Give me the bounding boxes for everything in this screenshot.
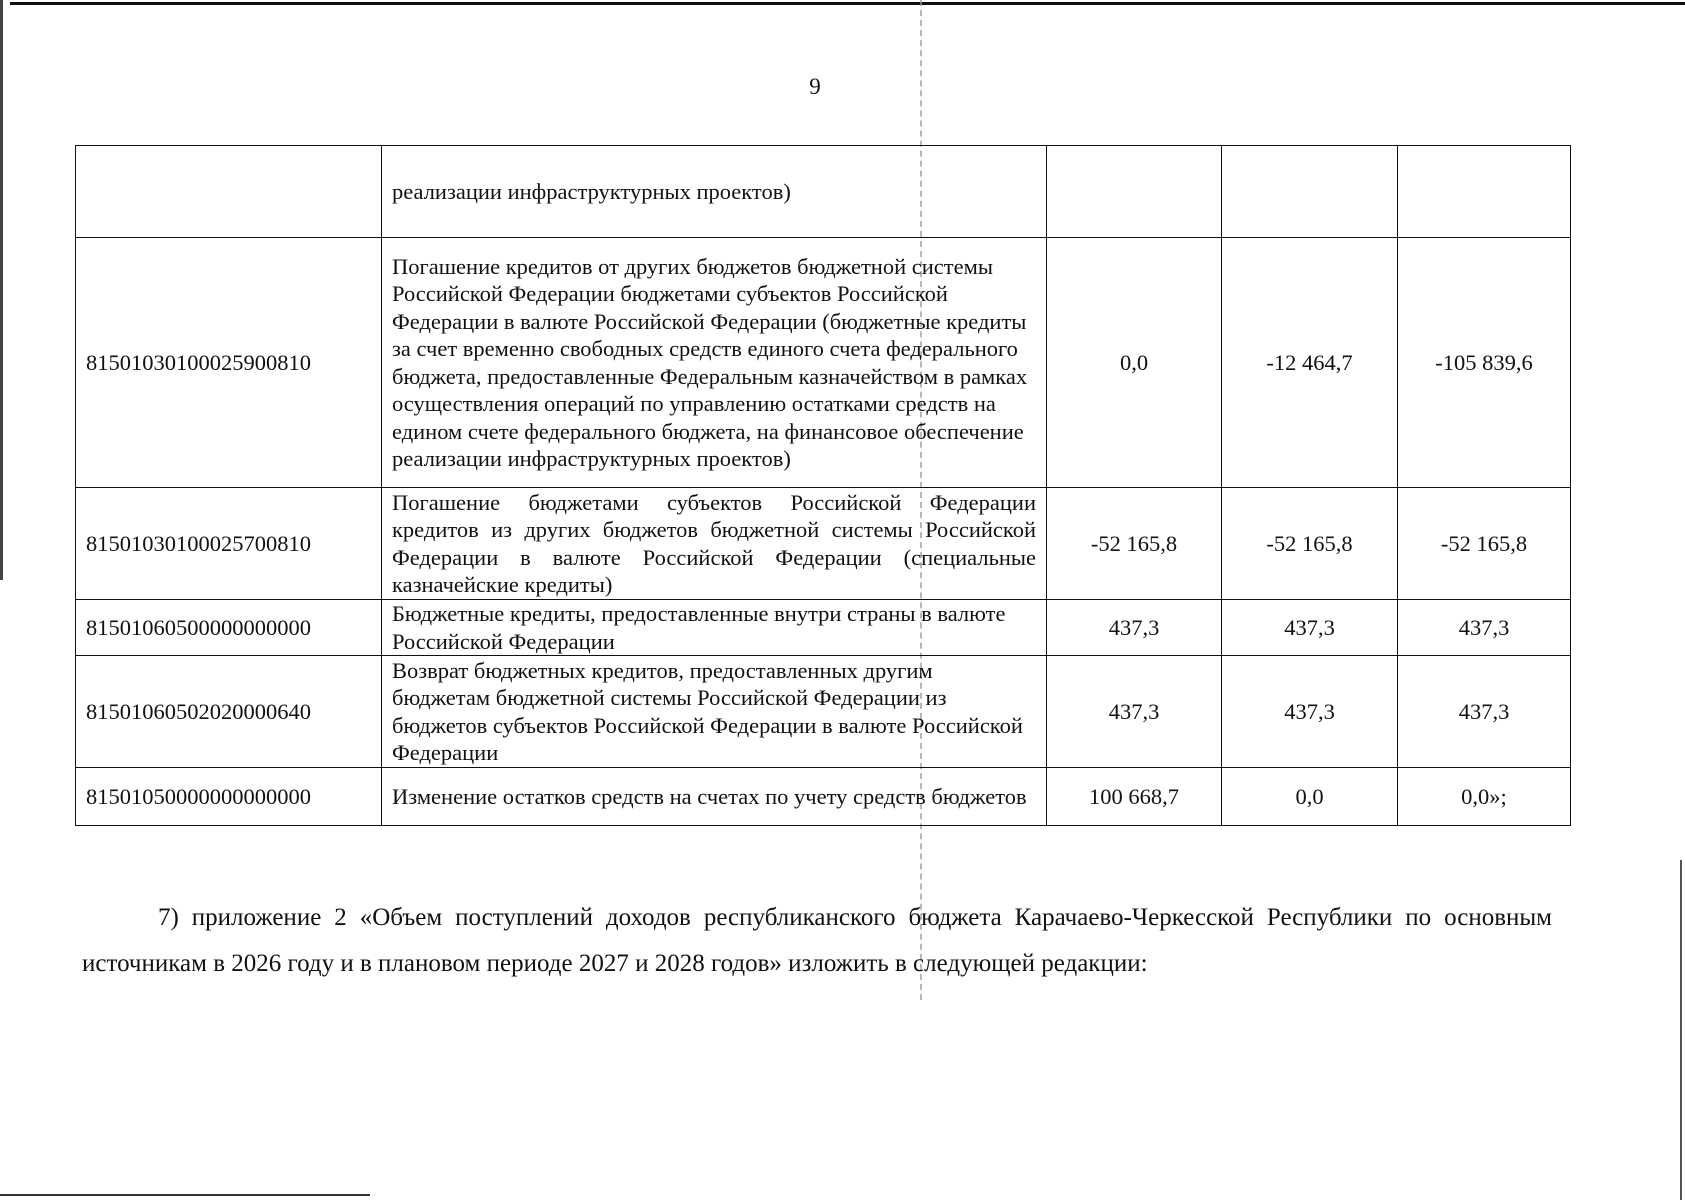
value-2027-cell xyxy=(1222,146,1398,238)
value-2026-cell: -52 165,8 xyxy=(1047,488,1222,600)
value-2028-cell: 437,3 xyxy=(1398,600,1571,656)
table-row xyxy=(76,488,1571,600)
description-cell: реализации инфраструктурных проектов) xyxy=(382,146,1047,238)
budget-sources-table xyxy=(75,145,1571,826)
table-row xyxy=(76,600,1571,656)
scan-edge-top xyxy=(10,2,1685,5)
budget-code-cell: 81501050000000000000 xyxy=(76,768,382,826)
description-cell: Погашение кредитов от других бюджетов бюджетной системы Российской Федерации бюджетами субъектов Российской Федерации в валюте Российской Федерации (бюджетные кредиты за счет временно свободных средств единого счета федерального бюджета, предоставленные Федеральным казначейством в рамках осуществления операций по управлению остатками средств на едином счете федерального бюджета, на финансовое обеспечение реализации инфраструктурных проектов) xyxy=(382,238,1047,488)
budget-code-cell: 81501030100025700810 xyxy=(76,488,382,600)
budget-code-cell xyxy=(76,146,382,238)
budget-code-cell: 81501060502020000640 xyxy=(76,656,382,768)
description-cell: Бюджетные кредиты, предоставленные внутри страны в валюте Российской Федерации xyxy=(382,600,1047,656)
table-row xyxy=(76,238,1571,488)
value-2027-cell: 0,0 xyxy=(1222,768,1398,826)
description-cell: Изменение остатков средств на счетах по учету средств бюджетов xyxy=(382,768,1047,826)
value-2026-cell xyxy=(1047,146,1222,238)
table-row xyxy=(76,656,1571,768)
page-number: 9 xyxy=(809,74,821,99)
value-2026-cell: 437,3 xyxy=(1047,656,1222,768)
value-2027-cell: -52 165,8 xyxy=(1222,488,1398,600)
table-row xyxy=(76,768,1571,826)
scan-edge-bottom xyxy=(0,1194,370,1196)
value-2028-cell: -52 165,8 xyxy=(1398,488,1571,600)
value-2027-cell: 437,3 xyxy=(1222,656,1398,768)
value-2028-cell: 0,0»; xyxy=(1398,768,1571,826)
description-cell: Погашение бюджетами субъектов Российской Федерации кредитов из других бюджетов бюджетной системы Российской Федерации в валюте Российской Федерации (специальные казначейские кредиты) xyxy=(382,488,1047,600)
value-2028-cell: 437,3 xyxy=(1398,656,1571,768)
value-2028-cell xyxy=(1398,146,1571,238)
value-2026-cell: 100 668,7 xyxy=(1047,768,1222,826)
scan-edge-right xyxy=(1680,860,1682,1200)
value-2026-cell: 437,3 xyxy=(1047,600,1222,656)
budget-code-cell: 81501030100025900810 xyxy=(76,238,382,488)
value-2027-cell: -12 464,7 xyxy=(1222,238,1398,488)
scan-edge-left xyxy=(0,0,3,580)
table-row xyxy=(76,146,1571,238)
budget-code-cell: 81501060500000000000 xyxy=(76,600,382,656)
value-2026-cell: 0,0 xyxy=(1047,238,1222,488)
description-cell: Возврат бюджетных кредитов, предоставленных другим бюджетам бюджетной системы Российской Федерации из бюджетов субъектов Российской Федерации в валюте Российской Федерации xyxy=(382,656,1047,768)
value-2027-cell: 437,3 xyxy=(1222,600,1398,656)
value-2028-cell: -105 839,6 xyxy=(1398,238,1571,488)
amendment-paragraph: 7) приложение 2 «Объем поступлений доходов республиканского бюджета Карачаево-Черкесской Республики по основным источникам в 2026 году и в плановом периоде 2027 и 2028 годов» изложить в следующей редакции: xyxy=(82,904,1552,977)
